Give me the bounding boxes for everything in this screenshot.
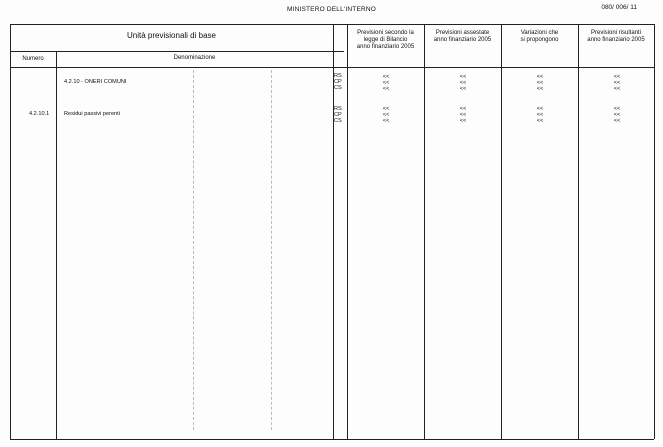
row-codes: RS CP CS [334, 106, 342, 124]
table-bottom-border [10, 439, 654, 440]
row-values-prev-bilancio: << << << [382, 106, 390, 124]
group-header-divider [10, 51, 344, 52]
prev-assestate-column-divider [501, 24, 502, 439]
column-header-numero: Numero [22, 56, 44, 62]
column-header-prev-assestate: Previsioni assestate anno finanziario 2005 [433, 30, 492, 43]
column-header-denominazione: Denominazione [173, 55, 216, 61]
row-values-variazioni: << << << [536, 106, 544, 124]
group-header-label: Unità previsionali di base [127, 31, 216, 40]
row-values-prev-assestate: << << << [459, 74, 467, 92]
prev-bilancio-column-divider [424, 24, 425, 439]
page-code: 080/ 006/ 11 [601, 4, 637, 11]
row-denominazione: Residui passivi perenti [64, 111, 120, 117]
table-right-border [654, 24, 655, 439]
row-values-prev-risultanti: << << << [613, 106, 621, 124]
row-values-variazioni: << << << [536, 74, 544, 92]
table-left-border [10, 24, 11, 439]
row-denominazione: 4.2.10 - ONERI COMUNI [64, 79, 127, 85]
row-values-prev-bilancio: << << << [382, 74, 390, 92]
header-bottom-border [10, 67, 654, 68]
column-header-variazioni: Variazioni che si propongono [520, 30, 559, 43]
row-numero: 4.2.10.1 [29, 111, 50, 117]
row-codes: RS CP CS [334, 73, 342, 91]
row-values-prev-assestate: << << << [459, 106, 467, 124]
row-values-prev-risultanti: << << << [613, 74, 621, 92]
ministry-title: MINISTERO DELL'INTERNO [286, 6, 377, 13]
scan-guide-line [193, 70, 194, 430]
column-header-prev-risultanti: Previsioni risultanti anno finanziario 2005 [587, 30, 645, 43]
column-header-prev-bilancio: Previsioni secondo la legge di Bilancio anno finanziario 2005 [356, 30, 415, 50]
scan-guide-line [271, 70, 272, 430]
variazioni-column-divider [578, 24, 579, 439]
numero-column-divider [56, 51, 57, 439]
table-top-border [10, 24, 654, 25]
